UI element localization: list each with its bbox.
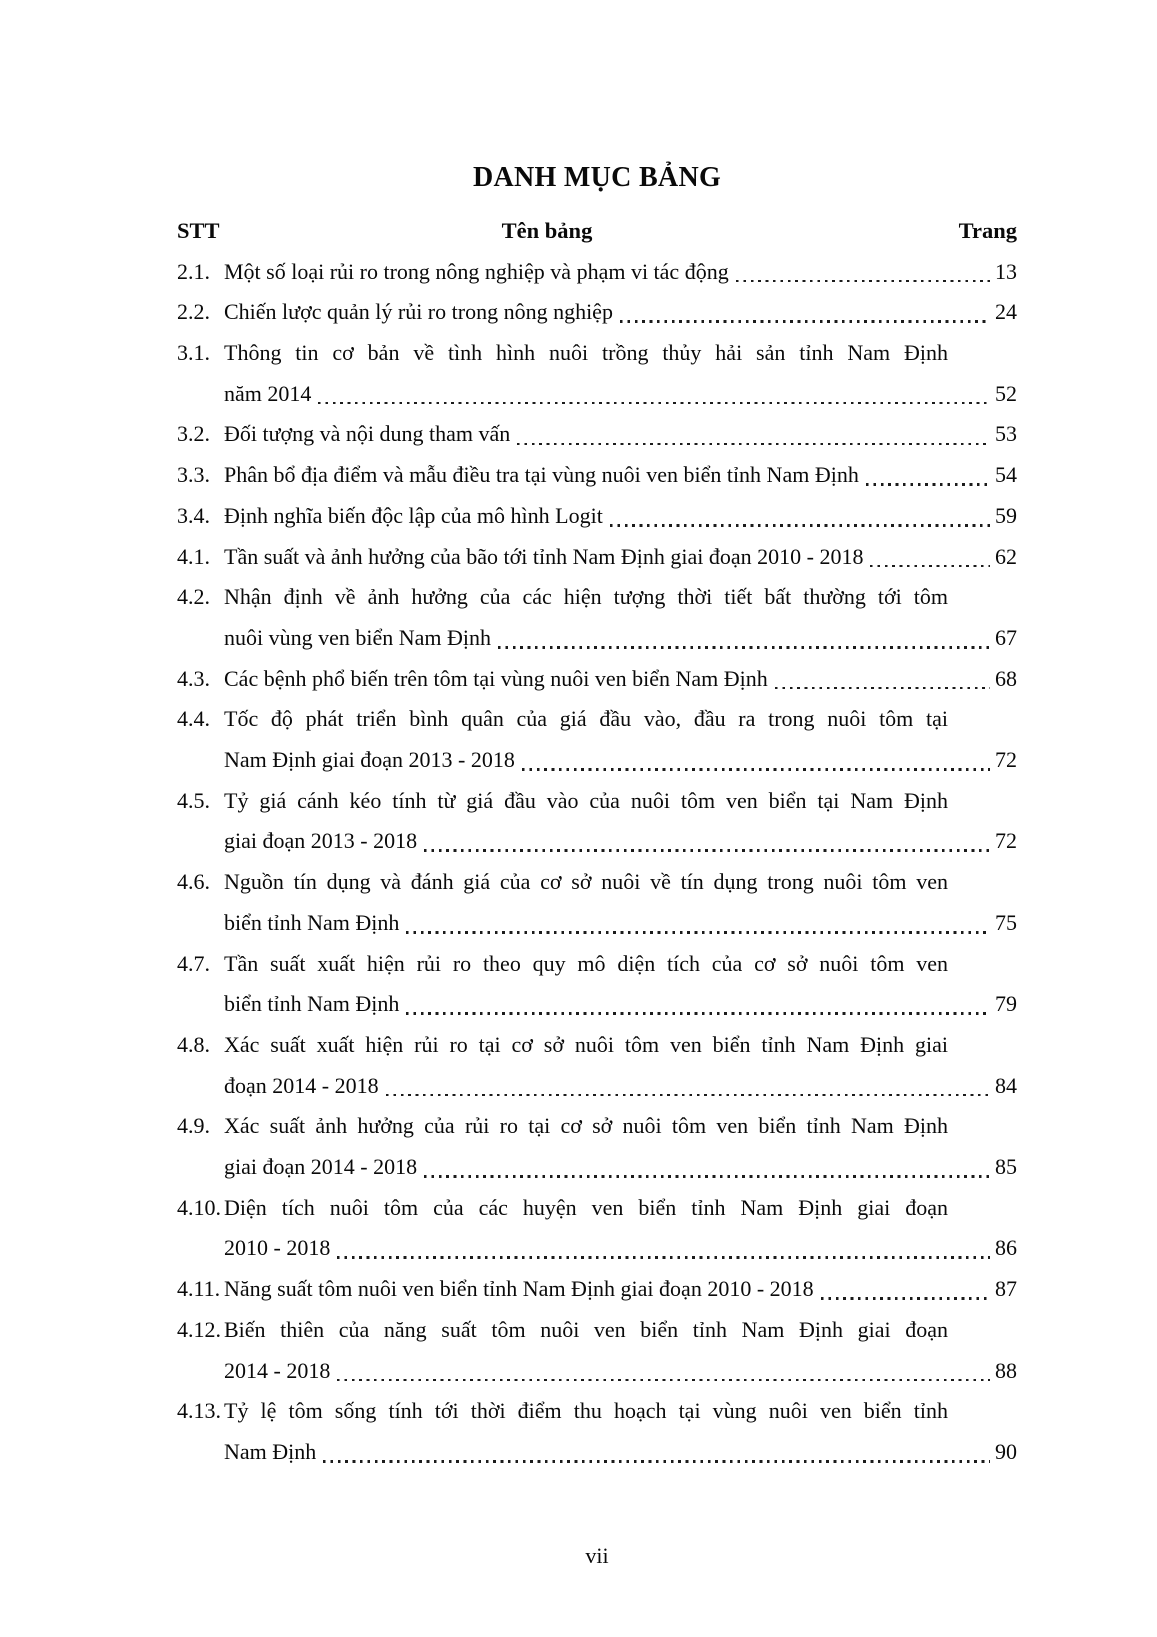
- toc-entries: [177, 252, 1017, 1473]
- entry-text: Nam Định giai đoạn 2013 - 2018: [224, 747, 515, 773]
- toc-entry: [177, 862, 1017, 943]
- entry-number: 4.2.: [177, 584, 210, 610]
- dot-leader: [406, 931, 990, 934]
- entry-page-number: 68: [995, 665, 1017, 691]
- entry-text: năm 2014: [224, 380, 312, 406]
- entry-text: Tần suất và ảnh hưởng của bão tới tỉnh Nam Định giai đoạn 2010 - 2018: [224, 543, 864, 569]
- toc-entry: [177, 1188, 1017, 1269]
- entry-page-number: 90: [995, 1438, 1017, 1464]
- dot-leader: [318, 402, 990, 405]
- entry-text: giai đoạn 2014 - 2018: [224, 1154, 418, 1180]
- entry-number: 2.2.: [177, 299, 210, 325]
- entry-last-line: [224, 252, 1017, 293]
- entry-number: 4.1.: [177, 543, 210, 569]
- toc-entry: [177, 659, 1017, 700]
- entry-last-line: [224, 1432, 1017, 1473]
- entry-page-number: 59: [995, 502, 1017, 528]
- page-number-footer: vii: [585, 1543, 609, 1568]
- toc-entry: [177, 1310, 1017, 1391]
- entry-number: 3.2.: [177, 421, 210, 447]
- entry-text-line: Tỷ giá cánh kéo tính từ giá đầu vào của nuôi tôm ven biển tại Nam Định: [224, 787, 948, 813]
- table-of-tables: [177, 211, 1017, 1473]
- entry-content: [224, 414, 1017, 455]
- entry-content: [224, 1025, 1017, 1106]
- dot-leader: [386, 1094, 990, 1097]
- entry-last-line: [224, 618, 1017, 659]
- column-header-name: Tên bảng: [501, 218, 593, 243]
- entry-page-number: 85: [995, 1154, 1017, 1180]
- entry-content: [224, 1269, 1017, 1310]
- toc-entry: [177, 1106, 1017, 1187]
- entry-last-line: [224, 1228, 1017, 1269]
- entry-page-number: 88: [995, 1357, 1017, 1383]
- dot-leader: [775, 687, 990, 690]
- entry-number: 4.3.: [177, 665, 210, 691]
- entry-text: biển tỉnh Nam Định: [224, 991, 400, 1017]
- entry-last-line: [224, 984, 1017, 1025]
- toc-entry: [177, 1025, 1017, 1106]
- entry-content: [224, 781, 1017, 862]
- entry-content: [224, 944, 1017, 1025]
- entry-number: 2.1.: [177, 258, 210, 284]
- toc-entry: [177, 944, 1017, 1025]
- entry-last-line: [224, 1351, 1017, 1392]
- entry-text-line: Biến thiên của năng suất tôm nuôi ven biển tỉnh Nam Định giai đoạn: [224, 1316, 948, 1342]
- toc-entry: [177, 455, 1017, 496]
- entry-text: Năng suất tôm nuôi ven biển tỉnh Nam Định giai đoạn 2010 - 2018: [224, 1276, 814, 1302]
- entry-text: 2014 - 2018: [224, 1357, 331, 1383]
- entry-text-line: Diện tích nuôi tôm của các huyện ven biển tỉnh Nam Định giai đoạn: [224, 1194, 948, 1220]
- entry-content: [224, 496, 1017, 537]
- entry-content: [224, 1106, 1017, 1187]
- entry-text: Phân bổ địa điểm và mẫu điều tra tại vùng nuôi ven biển tỉnh Nam Định: [224, 462, 859, 488]
- dot-leader: [610, 524, 990, 527]
- entry-page-number: 54: [995, 462, 1017, 488]
- dot-leader: [424, 1175, 990, 1178]
- entry-number: 4.7.: [177, 950, 210, 976]
- entry-content: [224, 1391, 1017, 1472]
- dot-leader: [522, 768, 990, 771]
- toc-entry: [177, 577, 1017, 658]
- page-title: DANH MỤC BẢNG: [472, 162, 722, 193]
- entry-page-number: 52: [995, 380, 1017, 406]
- entry-content: [224, 1188, 1017, 1269]
- entry-page-number: 79: [995, 991, 1017, 1017]
- dot-leader: [424, 849, 990, 852]
- entry-number: 3.3.: [177, 462, 210, 488]
- entry-text: Chiến lược quản lý rủi ro trong nông nghiệp: [224, 299, 613, 325]
- toc-entry: [177, 781, 1017, 862]
- dot-leader: [821, 1297, 990, 1300]
- entry-last-line: [224, 659, 1017, 700]
- toc-entry: [177, 414, 1017, 455]
- entry-last-line: [224, 1147, 1017, 1188]
- entry-text: Đối tượng và nội dung tham vấn: [224, 421, 511, 447]
- entry-text-line: Tốc độ phát triển bình quân của giá đầu vào, đầu ra trong nuôi tôm tại: [224, 706, 948, 732]
- entry-text: Các bệnh phổ biến trên tôm tại vùng nuôi ven biển Nam Định: [224, 665, 768, 691]
- entry-last-line: [224, 292, 1017, 333]
- entry-text-line: Tần suất xuất hiện rủi ro theo quy mô diện tích của cơ sở nuôi tôm ven: [224, 950, 948, 976]
- toc-entry: [177, 1269, 1017, 1310]
- entry-text-line: Xác suất ảnh hưởng của rủi ro tại cơ sở nuôi tôm ven biển tỉnh Nam Định: [224, 1113, 948, 1139]
- entry-content: [224, 537, 1017, 578]
- entry-page-number: 67: [995, 624, 1017, 650]
- entry-number: 4.9.: [177, 1113, 210, 1139]
- entry-page-number: 24: [995, 299, 1017, 325]
- entry-text: Nam Định: [224, 1438, 317, 1464]
- entry-last-line: [224, 455, 1017, 496]
- dot-leader: [498, 646, 990, 649]
- entry-content: [224, 699, 1017, 780]
- entry-page-number: 62: [995, 543, 1017, 569]
- toc-entry: [177, 1391, 1017, 1472]
- entry-last-line: [224, 903, 1017, 944]
- dot-leader: [406, 1012, 990, 1015]
- entry-content: [224, 252, 1017, 293]
- entry-last-line: [224, 1269, 1017, 1310]
- toc-entry: [177, 292, 1017, 333]
- entry-number: 4.6.: [177, 869, 210, 895]
- toc-entry: [177, 699, 1017, 780]
- entry-page-number: 87: [995, 1276, 1017, 1302]
- dot-leader: [866, 483, 990, 486]
- entry-content: [224, 659, 1017, 700]
- entry-text: giai đoạn 2013 - 2018: [224, 828, 418, 854]
- entry-number: 3.1.: [177, 340, 210, 366]
- entry-content: [224, 577, 1017, 658]
- entry-text: Định nghĩa biến độc lập của mô hình Logit: [224, 502, 603, 528]
- entry-text: đoạn 2014 - 2018: [224, 1072, 379, 1098]
- entry-page-number: 84: [995, 1072, 1017, 1098]
- toc-entry: [177, 333, 1017, 414]
- dot-leader: [337, 1256, 990, 1259]
- entry-page-number: 72: [995, 747, 1017, 773]
- entry-last-line: [224, 414, 1017, 455]
- entry-last-line: [224, 496, 1017, 537]
- entry-page-number: 13: [995, 258, 1017, 284]
- entry-text: 2010 - 2018: [224, 1235, 331, 1261]
- entry-last-line: [224, 537, 1017, 578]
- toc-entry: [177, 252, 1017, 293]
- entry-text-line: Tỷ lệ tôm sống tính tới thời điểm thu hoạch tại vùng nuôi ven biển tỉnh: [224, 1398, 948, 1424]
- entry-number: 3.4.: [177, 502, 210, 528]
- toc-entry: [177, 496, 1017, 537]
- entry-page-number: 86: [995, 1235, 1017, 1261]
- entry-number: 4.11.: [177, 1276, 221, 1302]
- entry-content: [224, 333, 1017, 414]
- entry-content: [224, 862, 1017, 943]
- entry-text-line: Xác suất xuất hiện rủi ro tại cơ sở nuôi tôm ven biển tỉnh Nam Định giai: [224, 1031, 948, 1057]
- entry-number: 4.10.: [177, 1194, 221, 1220]
- dot-leader: [337, 1379, 990, 1382]
- entry-content: [224, 455, 1017, 496]
- entry-number: 4.4.: [177, 706, 210, 732]
- toc-header-row: [177, 211, 1017, 252]
- column-header-stt: STT: [177, 218, 220, 243]
- entry-page-number: 72: [995, 828, 1017, 854]
- entry-text: biển tỉnh Nam Định: [224, 909, 400, 935]
- entry-text-line: Nguồn tín dụng và đánh giá của cơ sở nuôi về tín dụng trong nuôi tôm ven: [224, 869, 948, 895]
- entry-number: 4.13.: [177, 1398, 221, 1424]
- entry-last-line: [224, 374, 1017, 415]
- entry-last-line: [224, 740, 1017, 781]
- entry-text-line: Thông tin cơ bản về tình hình nuôi trồng thủy hải sản tỉnh Nam Định: [224, 340, 948, 366]
- column-header-page: Trang: [958, 218, 1017, 243]
- entry-page-number: 53: [995, 421, 1017, 447]
- entry-text: Một số loại rủi ro trong nông nghiệp và phạm vi tác động: [224, 258, 729, 284]
- entry-number: 4.5.: [177, 787, 210, 813]
- dot-leader: [870, 565, 990, 568]
- entry-number: 4.8.: [177, 1031, 210, 1057]
- dot-leader: [517, 443, 990, 446]
- entry-last-line: [224, 821, 1017, 862]
- entry-last-line: [224, 1066, 1017, 1107]
- toc-entry: [177, 537, 1017, 578]
- dot-leader: [620, 320, 990, 323]
- entry-text-line: Nhận định về ảnh hưởng của các hiện tượng thời tiết bất thường tới tôm: [224, 584, 948, 610]
- dot-leader: [736, 280, 990, 283]
- entry-number: 4.12.: [177, 1316, 221, 1342]
- dot-leader: [323, 1460, 990, 1463]
- entry-content: [224, 292, 1017, 333]
- entry-text: nuôi vùng ven biển Nam Định: [224, 624, 492, 650]
- entry-content: [224, 1310, 1017, 1391]
- entry-page-number: 75: [995, 909, 1017, 935]
